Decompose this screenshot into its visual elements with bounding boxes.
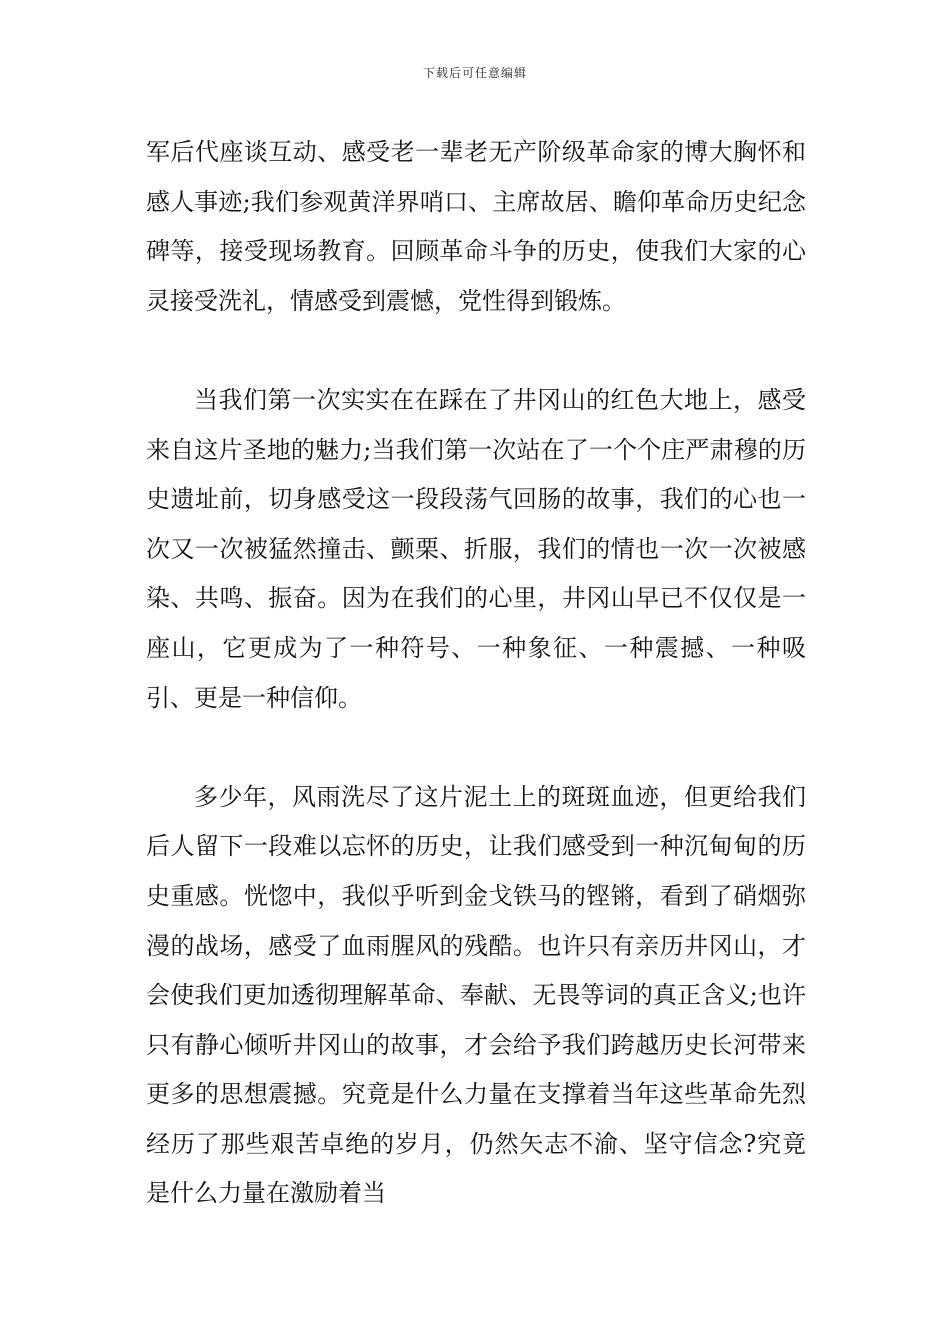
paragraph-continuation: 军后代座谈互动、感受老一辈老无产阶级革命家的博大胸怀和感人事迹;我们参观黄洋界哨口、主席故居、瞻仰革命历史纪念碑等，接受现场教育。回顾革命斗争的历史，使我们大家的心灵接受洗礼，情感受到震憾，党性得到锻炼。 xyxy=(146,138,806,315)
paragraph-history-reflection: 多少年，风雨洗尽了这片泥土上的斑斑血迹，但更给我们后人留下一段难以忘怀的历史，让我们感受到一种沉甸甸的历史重感。恍惚中，我似乎听到金戈铁马的铿锵，看到了硝烟弥漫的战场，感受了血雨腥风的残酷。也许只有亲历井冈山，才会使我们更加透彻理解革命、奉献、无畏等词的真正含义;也许只有静心倾听井冈山的故事，才会给予我们跨越历史长河带来更多的思想震撼。究竟是什么力量在支撑着当年这些革命先烈经历了那些艰苦卓绝的岁月，仍然矢志不渝、坚守信念?究竟是什么力量在激励着当 xyxy=(146,782,806,1208)
document-body xyxy=(146,128,806,1219)
paragraph-jinggangshan-first-visit: 当我们第一次实实在在踩在了井冈山的红色大地上，感受来自这片圣地的魅力;当我们第一次站在了一个个庄严肃穆的历史遗址前，切身感受这一段段荡气回肠的故事，我们的心也一次又一次被猛然撞击、颤栗、折服，我们的情也一次一次被感染、共鸣、振奋。因为在我们的心里，井冈山早已不仅仅是一座山，它更成为了一种符号、一种象征、一种震撼、一种吸引、更是一种信仰。 xyxy=(146,385,806,712)
page-header: 下载后可任意编辑 xyxy=(422,66,527,80)
paragraph-gap xyxy=(146,723,806,773)
paragraph-gap xyxy=(146,326,806,376)
